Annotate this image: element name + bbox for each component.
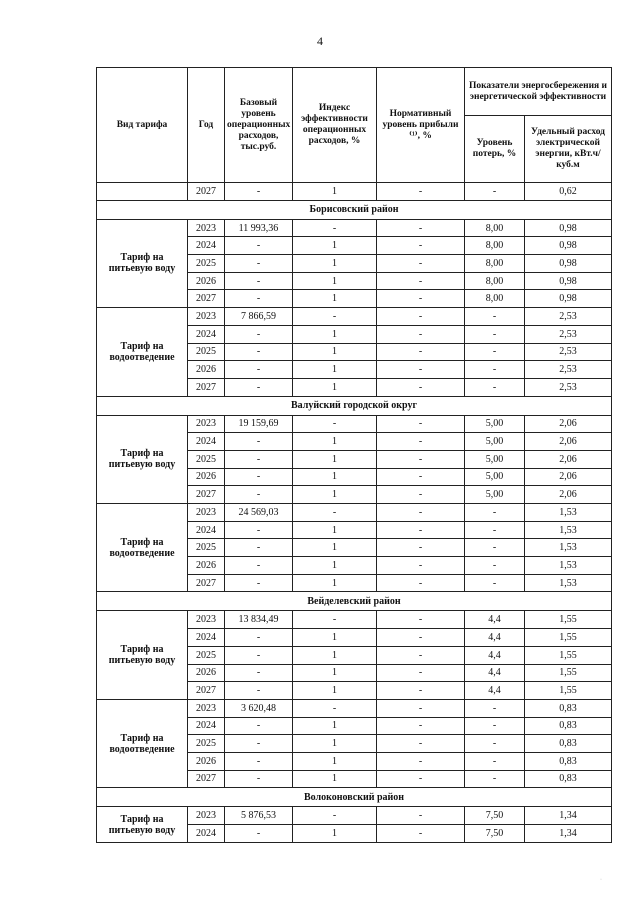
cell-base-level: - (225, 629, 293, 647)
cell-year: 2027 (188, 378, 225, 396)
cell-efficiency-index: - (293, 807, 377, 825)
cell-efficiency-index: - (293, 308, 377, 326)
cell-year: 2025 (188, 343, 225, 361)
cell-year: 2025 (188, 539, 225, 557)
region-name: Волоконовский район (97, 788, 612, 807)
cell-normative-profit: - (377, 290, 465, 308)
table-row (97, 807, 612, 825)
cell-base-level: - (225, 646, 293, 664)
cell-base-level: - (225, 770, 293, 788)
cell-losses: - (465, 752, 525, 770)
cell-efficiency-index: 1 (293, 272, 377, 290)
cell-losses: - (465, 735, 525, 753)
cell-specific-consumption: 2,06 (525, 415, 612, 433)
cell-efficiency-index: 1 (293, 664, 377, 682)
cell-base-level: - (225, 325, 293, 343)
cell-year: 2023 (188, 807, 225, 825)
cell-losses: 8,00 (465, 219, 525, 237)
cell-normative-profit: - (377, 183, 465, 201)
cell-specific-consumption: 2,06 (525, 468, 612, 486)
cell-normative-profit: - (377, 699, 465, 717)
cell-year: 2027 (188, 574, 225, 592)
cell-efficiency-index: 1 (293, 735, 377, 753)
cell-efficiency-index: 1 (293, 770, 377, 788)
region-name: Борисовский район (97, 200, 612, 219)
tariff-name: Тариф на питьевую воду (97, 807, 188, 842)
cell-efficiency-index: 1 (293, 521, 377, 539)
cell-year: 2026 (188, 752, 225, 770)
cell-losses: 8,00 (465, 290, 525, 308)
cell-efficiency-index: 1 (293, 825, 377, 843)
cell-year: 2023 (188, 611, 225, 629)
cell-year: 2023 (188, 308, 225, 326)
table-body (97, 183, 612, 843)
tariff-name: Тариф на водоотведение (97, 504, 188, 592)
cell-year: 2026 (188, 361, 225, 379)
cell-specific-consumption: 1,55 (525, 682, 612, 700)
cell-specific-consumption: 0,98 (525, 255, 612, 273)
cell-losses: - (465, 378, 525, 396)
cell-base-level: 19 159,69 (225, 415, 293, 433)
cell-efficiency-index: 1 (293, 539, 377, 557)
cell-normative-profit: - (377, 415, 465, 433)
cell-normative-profit: - (377, 361, 465, 379)
cell-tariff-continued (97, 183, 188, 201)
table-row (97, 504, 612, 522)
cell-year: 2025 (188, 255, 225, 273)
region-row (97, 788, 612, 807)
cell-specific-consumption: 0,83 (525, 699, 612, 717)
cell-normative-profit: - (377, 468, 465, 486)
cell-base-level: - (225, 183, 293, 201)
cell-year: 2024 (188, 717, 225, 735)
cell-normative-profit: - (377, 486, 465, 504)
cell-normative-profit: - (377, 825, 465, 843)
cell-specific-consumption: 2,06 (525, 486, 612, 504)
region-row (97, 200, 612, 219)
cell-losses: 8,00 (465, 272, 525, 290)
header-tariff-type: Вид тарифа (97, 68, 188, 183)
cell-base-level: - (225, 557, 293, 575)
cell-efficiency-index: 1 (293, 629, 377, 647)
cell-normative-profit: - (377, 629, 465, 647)
header-row (97, 68, 612, 116)
cell-year: 2027 (188, 183, 225, 201)
cell-year: 2024 (188, 433, 225, 451)
cell-losses: 4,4 (465, 682, 525, 700)
cell-specific-consumption: 2,53 (525, 361, 612, 379)
cell-specific-consumption: 1,53 (525, 521, 612, 539)
region-name: Валуйский городской округ (97, 396, 612, 415)
header-specific-consumption: Удельный расход электрической энергии, кВт.ч/куб.м (525, 116, 612, 183)
cell-normative-profit: - (377, 308, 465, 326)
cell-specific-consumption: 0,83 (525, 752, 612, 770)
cell-efficiency-index: 1 (293, 468, 377, 486)
cell-year: 2025 (188, 735, 225, 753)
cell-losses: - (465, 557, 525, 575)
table-row (97, 183, 612, 201)
cell-normative-profit: - (377, 343, 465, 361)
region-row (97, 592, 612, 611)
cell-normative-profit: - (377, 646, 465, 664)
header-base-level: Базовый уровень операционных расходов, тыс.руб. (225, 68, 293, 183)
scan-mark-icon: · (600, 877, 602, 883)
cell-normative-profit: - (377, 521, 465, 539)
cell-efficiency-index: - (293, 611, 377, 629)
cell-normative-profit: - (377, 574, 465, 592)
cell-losses: 4,4 (465, 646, 525, 664)
cell-normative-profit: - (377, 539, 465, 557)
tariff-name: Тариф на питьевую воду (97, 611, 188, 699)
cell-base-level: - (225, 468, 293, 486)
cell-specific-consumption: 0,83 (525, 735, 612, 753)
header-efficiency-index: Индекс эффективности операционных расходов, % (293, 68, 377, 183)
cell-specific-consumption: 0,98 (525, 219, 612, 237)
tariff-name: Тариф на водоотведение (97, 308, 188, 396)
cell-base-level: - (225, 450, 293, 468)
cell-normative-profit: - (377, 770, 465, 788)
cell-base-level: 3 620,48 (225, 699, 293, 717)
table-row (97, 699, 612, 717)
cell-losses: 8,00 (465, 237, 525, 255)
region-name: Вейделевский район (97, 592, 612, 611)
cell-efficiency-index: 1 (293, 486, 377, 504)
cell-efficiency-index: 1 (293, 682, 377, 700)
cell-losses: - (465, 343, 525, 361)
cell-year: 2023 (188, 219, 225, 237)
cell-normative-profit: - (377, 717, 465, 735)
cell-losses: - (465, 699, 525, 717)
cell-year: 2026 (188, 468, 225, 486)
cell-efficiency-index: 1 (293, 433, 377, 451)
cell-normative-profit: - (377, 682, 465, 700)
cell-year: 2023 (188, 504, 225, 522)
tariff-name: Тариф на питьевую воду (97, 219, 188, 307)
table-row (97, 415, 612, 433)
cell-efficiency-index: 1 (293, 361, 377, 379)
header-energy-indicators: Показатели энергосбережения и энергетической эффективности (465, 68, 612, 116)
cell-losses: 5,00 (465, 486, 525, 504)
cell-base-level: - (225, 825, 293, 843)
cell-normative-profit: - (377, 450, 465, 468)
cell-year: 2024 (188, 237, 225, 255)
cell-efficiency-index: 1 (293, 574, 377, 592)
cell-base-level: - (225, 255, 293, 273)
page-number: 4 (317, 34, 323, 48)
cell-year: 2025 (188, 450, 225, 468)
tariff-name: Тариф на питьевую воду (97, 415, 188, 503)
cell-year: 2027 (188, 290, 225, 308)
tariff-name: Тариф на водоотведение (97, 699, 188, 787)
cell-efficiency-index: 1 (293, 255, 377, 273)
cell-specific-consumption: 2,53 (525, 308, 612, 326)
cell-normative-profit: - (377, 433, 465, 451)
cell-base-level: - (225, 664, 293, 682)
cell-year: 2024 (188, 825, 225, 843)
cell-base-level: - (225, 539, 293, 557)
cell-losses: - (465, 717, 525, 735)
cell-losses: - (465, 361, 525, 379)
cell-efficiency-index: 1 (293, 378, 377, 396)
cell-specific-consumption: 1,53 (525, 539, 612, 557)
cell-losses: - (465, 183, 525, 201)
cell-specific-consumption: 0,98 (525, 290, 612, 308)
cell-specific-consumption: 1,55 (525, 629, 612, 647)
cell-specific-consumption: 0,62 (525, 183, 612, 201)
cell-specific-consumption: 2,06 (525, 450, 612, 468)
cell-base-level: - (225, 378, 293, 396)
table-row (97, 308, 612, 326)
cell-losses: - (465, 539, 525, 557)
cell-normative-profit: - (377, 378, 465, 396)
header-year: Год (188, 68, 225, 183)
cell-normative-profit: - (377, 219, 465, 237)
cell-losses: 7,50 (465, 807, 525, 825)
cell-losses: 4,4 (465, 611, 525, 629)
cell-year: 2026 (188, 272, 225, 290)
cell-base-level: - (225, 433, 293, 451)
cell-specific-consumption: 2,53 (525, 325, 612, 343)
cell-efficiency-index: 1 (293, 450, 377, 468)
cell-specific-consumption: 0,83 (525, 770, 612, 788)
cell-year: 2026 (188, 557, 225, 575)
cell-year: 2027 (188, 682, 225, 700)
cell-normative-profit: - (377, 611, 465, 629)
cell-specific-consumption: 1,53 (525, 574, 612, 592)
cell-losses: - (465, 308, 525, 326)
cell-normative-profit: - (377, 504, 465, 522)
cell-efficiency-index: - (293, 699, 377, 717)
cell-year: 2027 (188, 770, 225, 788)
cell-normative-profit: - (377, 735, 465, 753)
cell-specific-consumption: 2,53 (525, 343, 612, 361)
cell-efficiency-index: 1 (293, 290, 377, 308)
cell-base-level: - (225, 521, 293, 539)
cell-year: 2027 (188, 486, 225, 504)
cell-specific-consumption: 0,98 (525, 237, 612, 255)
cell-year: 2023 (188, 699, 225, 717)
cell-normative-profit: - (377, 272, 465, 290)
tariff-table (96, 67, 612, 843)
cell-specific-consumption: 2,53 (525, 378, 612, 396)
cell-specific-consumption: 1,53 (525, 557, 612, 575)
cell-year: 2026 (188, 664, 225, 682)
cell-losses: - (465, 574, 525, 592)
cell-base-level: - (225, 735, 293, 753)
cell-efficiency-index: 1 (293, 343, 377, 361)
cell-base-level: 24 569,03 (225, 504, 293, 522)
cell-efficiency-index: - (293, 504, 377, 522)
cell-losses: 4,4 (465, 629, 525, 647)
cell-losses: 5,00 (465, 450, 525, 468)
cell-efficiency-index: 1 (293, 646, 377, 664)
cell-efficiency-index: 1 (293, 325, 377, 343)
cell-efficiency-index: 1 (293, 717, 377, 735)
cell-base-level: 13 834,49 (225, 611, 293, 629)
cell-losses: 7,50 (465, 825, 525, 843)
cell-normative-profit: - (377, 255, 465, 273)
cell-normative-profit: - (377, 237, 465, 255)
cell-base-level: - (225, 717, 293, 735)
cell-year: 2024 (188, 521, 225, 539)
cell-specific-consumption: 1,55 (525, 611, 612, 629)
table-row (97, 219, 612, 237)
cell-losses: - (465, 770, 525, 788)
cell-losses: 8,00 (465, 255, 525, 273)
cell-losses: 5,00 (465, 468, 525, 486)
cell-losses: 4,4 (465, 664, 525, 682)
cell-base-level: - (225, 290, 293, 308)
cell-normative-profit: - (377, 557, 465, 575)
cell-efficiency-index: 1 (293, 752, 377, 770)
cell-base-level: - (225, 343, 293, 361)
cell-year: 2023 (188, 415, 225, 433)
cell-losses: 5,00 (465, 415, 525, 433)
cell-losses: 5,00 (465, 433, 525, 451)
header-normative-profit: Нормативный уровень прибыли ⁽¹⁾, % (377, 68, 465, 183)
cell-normative-profit: - (377, 807, 465, 825)
cell-base-level: - (225, 574, 293, 592)
cell-normative-profit: - (377, 664, 465, 682)
cell-specific-consumption: 1,55 (525, 646, 612, 664)
cell-base-level: - (225, 752, 293, 770)
cell-losses: - (465, 504, 525, 522)
cell-base-level: - (225, 486, 293, 504)
cell-specific-consumption: 1,53 (525, 504, 612, 522)
cell-base-level: 11 993,36 (225, 219, 293, 237)
header-losses: Уровень потерь, % (465, 116, 525, 183)
cell-efficiency-index: 1 (293, 237, 377, 255)
cell-efficiency-index: - (293, 219, 377, 237)
cell-losses: - (465, 325, 525, 343)
region-row (97, 396, 612, 415)
cell-efficiency-index: 1 (293, 183, 377, 201)
cell-base-level: - (225, 682, 293, 700)
cell-base-level: 5 876,53 (225, 807, 293, 825)
cell-specific-consumption: 0,98 (525, 272, 612, 290)
cell-normative-profit: - (377, 752, 465, 770)
cell-specific-consumption: 0,83 (525, 717, 612, 735)
cell-year: 2024 (188, 325, 225, 343)
cell-specific-consumption: 2,06 (525, 433, 612, 451)
cell-base-level: - (225, 361, 293, 379)
cell-specific-consumption: 1,34 (525, 807, 612, 825)
cell-efficiency-index: 1 (293, 557, 377, 575)
cell-year: 2025 (188, 646, 225, 664)
cell-base-level: - (225, 272, 293, 290)
cell-specific-consumption: 1,55 (525, 664, 612, 682)
cell-base-level: - (225, 237, 293, 255)
table-row (97, 611, 612, 629)
cell-base-level: 7 866,59 (225, 308, 293, 326)
cell-efficiency-index: - (293, 415, 377, 433)
cell-year: 2024 (188, 629, 225, 647)
cell-specific-consumption: 1,34 (525, 825, 612, 843)
cell-losses: - (465, 521, 525, 539)
cell-normative-profit: - (377, 325, 465, 343)
